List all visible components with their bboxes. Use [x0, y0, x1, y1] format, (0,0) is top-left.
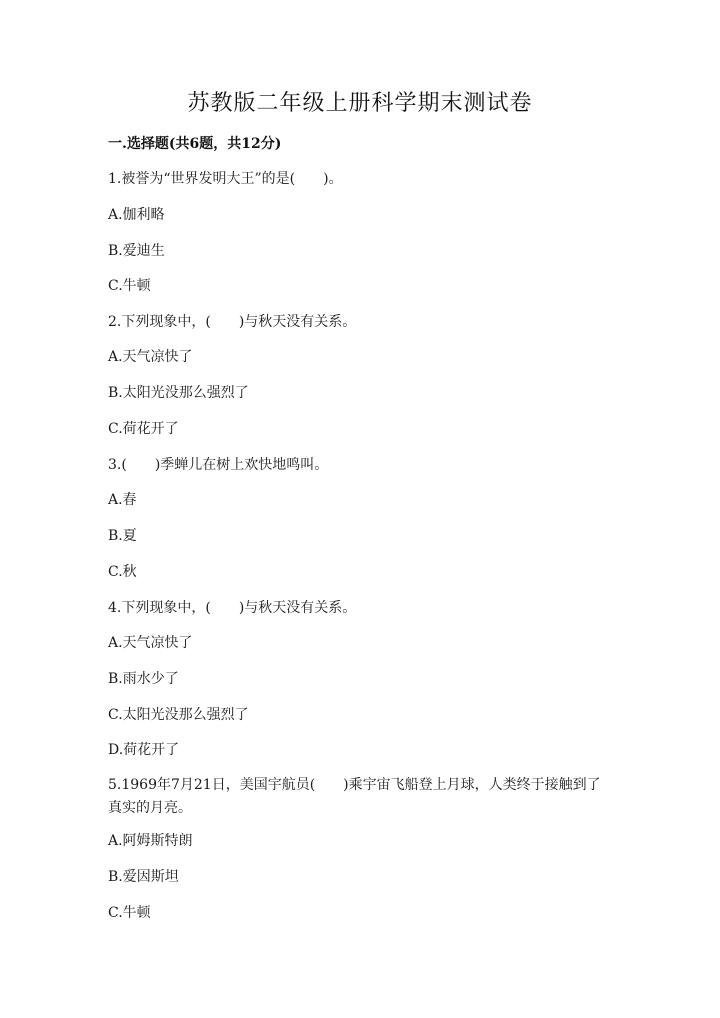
question-5-stem: 5.1969年7月21日，美国宇航员( )乘宇宙飞船登上月球，人类终于接触到了真实的月亮。	[108, 777, 601, 816]
question-2-option-c: C.荷花开了	[108, 421, 179, 437]
question-3-option-c: C.秋	[108, 564, 137, 580]
question-2-option-a: A.天气凉快了	[108, 349, 193, 365]
question-4-stem: 4.下列现象中，( )与秋天没有关系。	[108, 600, 357, 616]
question-2-stem: 2.下列现象中，( )与秋天没有关系。	[108, 314, 357, 330]
question-1-option-c: C.牛顿	[108, 278, 151, 294]
section-heading: 一.选择题(共6题，共12分)	[108, 136, 282, 152]
page-title: 苏教版二年级上册科学期末测试卷	[187, 91, 533, 116]
question-4-option-c: C.太阳光没那么强烈了	[108, 707, 249, 723]
question-3-option-a: A.春	[108, 492, 137, 508]
question-1-option-a: A.伽利略	[108, 207, 165, 223]
question-3-stem: 3.( )季蝉儿在树上欢快地鸣叫。	[108, 457, 329, 473]
question-4-option-d: D.荷花开了	[108, 742, 180, 758]
question-5-option-c: C.牛顿	[108, 905, 151, 921]
question-5-option-b: B.爱因斯坦	[108, 869, 179, 885]
question-2-option-b: B.太阳光没那么强烈了	[108, 385, 249, 401]
question-5-option-a: A.阿姆斯特朗	[108, 833, 193, 849]
question-1-option-b: B.爱迪生	[108, 243, 165, 259]
question-3-option-b: B.夏	[108, 528, 137, 544]
question-1-stem: 1.被誉为“世界发明大王”的是( )。	[108, 171, 343, 187]
question-4-option-b: B.雨水少了	[108, 671, 179, 687]
question-4-option-a: A.天气凉快了	[108, 635, 193, 651]
